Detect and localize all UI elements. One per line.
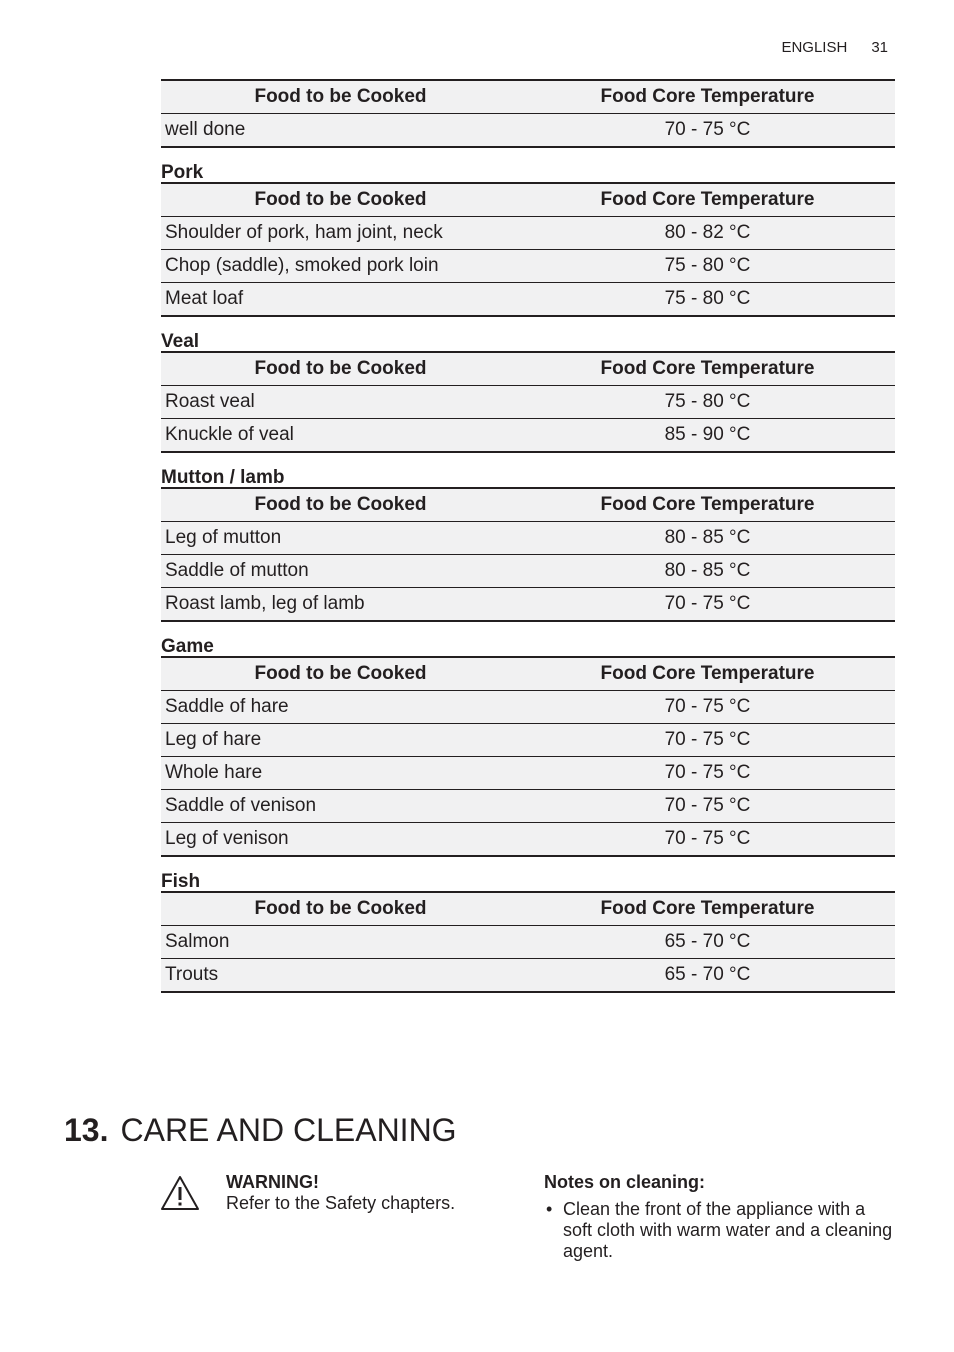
table-row [161, 959, 895, 993]
header-temperature: Food Core Temperature [520, 488, 895, 522]
cleaning-notes [544, 1172, 896, 1262]
food-cell: Roast lamb, leg of lamb [161, 588, 520, 622]
temperature-cell: 70 - 75 °C [520, 790, 895, 823]
temperature-cell: 75 - 80 °C [520, 283, 895, 317]
food-cell: Saddle of hare [161, 691, 520, 724]
temperature-table [161, 351, 895, 453]
notes-list [544, 1199, 896, 1262]
section-label: Pork [161, 162, 204, 183]
food-cell: Leg of venison [161, 823, 520, 857]
table-row [161, 217, 895, 250]
temperature-cell: 65 - 70 °C [520, 959, 895, 993]
food-cell: Roast veal [161, 386, 520, 419]
table-row [161, 790, 895, 823]
header-food: Food to be Cooked [161, 80, 520, 114]
section-label: Game [161, 636, 214, 657]
temperature-table [161, 182, 895, 317]
warning-text: Refer to the Safety chapters. [226, 1193, 456, 1213]
table-row [161, 823, 895, 857]
temperature-cell: 65 - 70 °C [520, 926, 895, 959]
table-row [161, 522, 895, 555]
table-row [161, 926, 895, 959]
header-temperature: Food Core Temperature [520, 892, 895, 926]
notes-title: Notes on cleaning: [544, 1172, 706, 1192]
chapter-heading [64, 1112, 457, 1149]
food-cell: Salmon [161, 926, 520, 959]
temperature-cell: 70 - 75 °C [520, 823, 895, 857]
food-cell: Chop (saddle), smoked pork loin [161, 250, 520, 283]
temperature-cell: 70 - 75 °C [520, 691, 895, 724]
warning-title: WARNING! [226, 1172, 319, 1192]
section-label: Veal [161, 331, 200, 352]
header-food: Food to be Cooked [161, 657, 520, 691]
temperature-table [161, 656, 895, 857]
warning-triangle-icon [160, 1175, 200, 1211]
table-row [161, 419, 895, 453]
temperature-table [161, 891, 895, 993]
food-cell: well done [161, 114, 520, 148]
food-cell: Trouts [161, 959, 520, 993]
food-cell: Saddle of venison [161, 790, 520, 823]
table-row [161, 386, 895, 419]
temperature-cell: 70 - 75 °C [520, 757, 895, 790]
temperature-cell: 80 - 85 °C [520, 555, 895, 588]
header-temperature: Food Core Temperature [520, 352, 895, 386]
food-cell: Leg of hare [161, 724, 520, 757]
temperature-cell: 75 - 80 °C [520, 250, 895, 283]
temperature-cell: 80 - 82 °C [520, 217, 895, 250]
temperature-cell: 70 - 75 °C [520, 724, 895, 757]
temperature-cell: 70 - 75 °C [520, 114, 895, 148]
food-cell: Knuckle of veal [161, 419, 520, 453]
header-temperature: Food Core Temperature [520, 657, 895, 691]
section-label: Mutton / lamb [161, 467, 285, 488]
temperature-cell: 70 - 75 °C [520, 588, 895, 622]
temperature-table [161, 79, 895, 148]
temperature-tables [161, 79, 895, 993]
table-row [161, 283, 895, 317]
table-row [161, 757, 895, 790]
temperature-cell: 80 - 85 °C [520, 522, 895, 555]
food-cell: Whole hare [161, 757, 520, 790]
table-row [161, 588, 895, 622]
page-number: 31 [871, 39, 888, 56]
header-food: Food to be Cooked [161, 352, 520, 386]
chapter-number: 13. [64, 1112, 109, 1148]
header-food: Food to be Cooked [161, 488, 520, 522]
table-row [161, 691, 895, 724]
table-row [161, 724, 895, 757]
temperature-cell: 75 - 80 °C [520, 386, 895, 419]
header-temperature: Food Core Temperature [520, 183, 895, 217]
header-temperature: Food Core Temperature [520, 80, 895, 114]
page-header [781, 39, 888, 56]
temperature-cell: 85 - 90 °C [520, 419, 895, 453]
table-row [161, 250, 895, 283]
list-item: • Clean the front of the appliance with a soft cloth with warm water and a cleaning agent. [544, 1199, 896, 1262]
table-row [161, 555, 895, 588]
chapter-title: CARE AND CLEANING [120, 1112, 457, 1148]
food-cell: Saddle of mutton [161, 555, 520, 588]
header-food: Food to be Cooked [161, 183, 520, 217]
header-food: Food to be Cooked [161, 892, 520, 926]
food-cell: Meat loaf [161, 283, 520, 317]
temperature-table [161, 487, 895, 622]
warning-block [226, 1172, 455, 1214]
section-label: Fish [161, 871, 201, 892]
header-language: ENGLISH [781, 39, 848, 56]
table-row [161, 114, 895, 148]
food-cell: Leg of mutton [161, 522, 520, 555]
food-cell: Shoulder of pork, ham joint, neck [161, 217, 520, 250]
